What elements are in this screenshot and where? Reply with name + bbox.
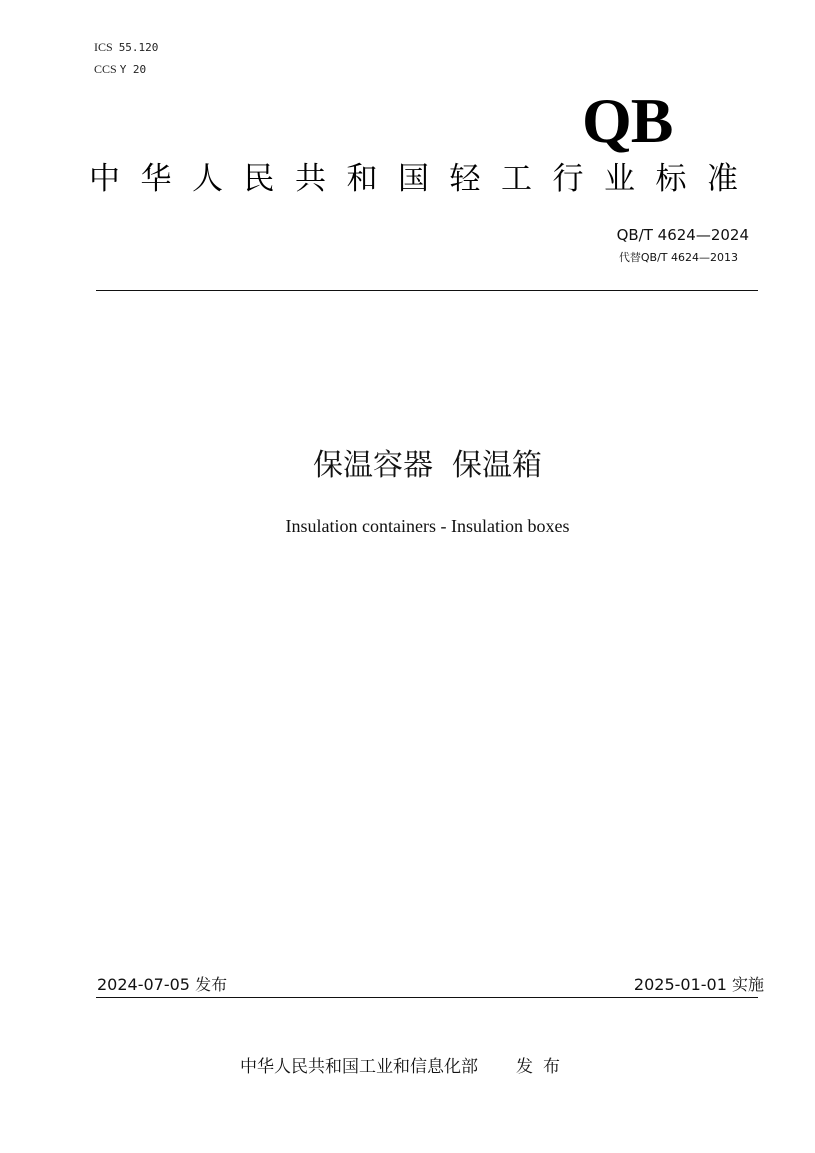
- english-title: Insulation containers - Insulation boxes: [285, 516, 570, 536]
- industry-standard-title: 中华人民共和国轻工行业标准: [89, 161, 759, 197]
- standard-number: QB/T 4624—2024: [616, 226, 749, 244]
- chinese-title: 保温容器 保温箱: [312, 448, 543, 483]
- publisher-line: [240, 1056, 570, 1078]
- ics-label: ICS: [94, 40, 113, 54]
- issue-date: 2024-07-05 发布: [97, 975, 228, 994]
- publisher-name: 中华人民共和国工业和信息化部: [240, 1057, 478, 1077]
- replaced-standard: 代替QB/T 4624—2013: [618, 251, 738, 264]
- bottom-divider: [96, 997, 758, 998]
- top-divider: [96, 290, 758, 291]
- ics-value: 55.120: [118, 41, 159, 54]
- ccs-code: [94, 62, 146, 77]
- ccs-label: CCS: [94, 62, 117, 76]
- qb-logo: QB: [582, 85, 673, 156]
- ccs-value: Y 20: [119, 63, 147, 76]
- ics-code: [94, 40, 158, 55]
- effective-date: 2025-01-01 实施: [633, 975, 764, 994]
- publish-action: 发布: [516, 1057, 570, 1077]
